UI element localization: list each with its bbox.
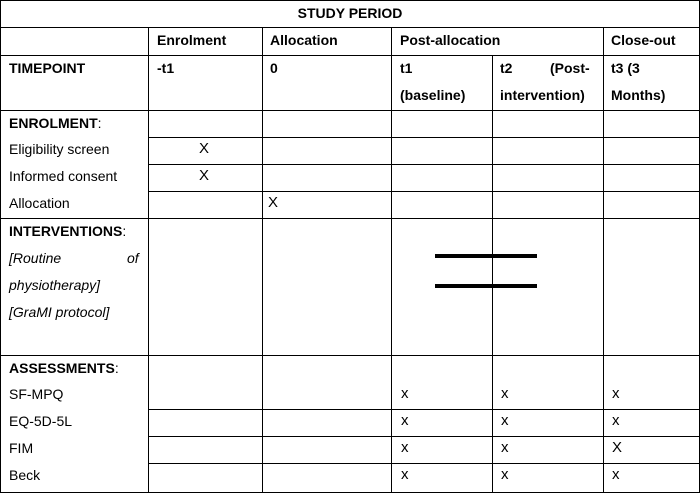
assessment-eq5d: EQ-5D-5L bbox=[9, 413, 73, 429]
timepoint-t2-desc: intervention) bbox=[500, 87, 585, 103]
header-allocation: Allocation bbox=[270, 32, 338, 48]
timepoint-t1-desc: (baseline) bbox=[400, 87, 466, 103]
assessment-sfmpq: SF-MPQ bbox=[9, 386, 64, 402]
mark-fim-t2: x bbox=[501, 439, 509, 456]
header-post-allocation: Post-allocation bbox=[400, 32, 501, 48]
intervention-bar-2 bbox=[435, 284, 537, 288]
row-label-eligibility: Eligibility screen bbox=[9, 141, 110, 157]
intervention-bar-1 bbox=[435, 254, 537, 258]
timepoint-t1: t1 bbox=[400, 60, 413, 76]
header-enrolment: Enrolment bbox=[157, 32, 227, 48]
mark-eq5d-t1: x bbox=[401, 412, 409, 429]
table-title: STUDY PERIOD bbox=[297, 5, 403, 21]
mark-fim-t1: x bbox=[401, 439, 409, 456]
row-label-allocation: Allocation bbox=[9, 195, 70, 211]
assessment-fim: FIM bbox=[9, 440, 34, 456]
timepoint-t3-desc: Months) bbox=[611, 87, 666, 103]
assessment-beck: Beck bbox=[9, 467, 41, 483]
timepoint-label: TIMEPOINT bbox=[9, 60, 86, 76]
mark-eq5d-t3: x bbox=[612, 412, 620, 429]
row-label-consent: Informed consent bbox=[9, 168, 118, 184]
assessments-heading: ASSESSMENTS: bbox=[9, 360, 119, 376]
mark-consent: X bbox=[199, 167, 210, 184]
mark-beck-t1: x bbox=[401, 466, 409, 483]
intervention-routine-of: of bbox=[127, 250, 139, 266]
mark-sfmpq-t1: x bbox=[401, 385, 409, 402]
mark-beck-t2: x bbox=[501, 466, 509, 483]
intervention-grami: [GraMI protocol] bbox=[9, 304, 110, 320]
mark-sfmpq-t2: x bbox=[501, 385, 509, 402]
mark-eligibility: X bbox=[199, 140, 210, 157]
timepoint-t3: t3 (3 bbox=[611, 60, 640, 76]
mark-fim-t3: X bbox=[612, 439, 623, 456]
mark-beck-t3: x bbox=[612, 466, 620, 483]
timepoint-allocation: 0 bbox=[270, 60, 278, 76]
enrolment-heading: ENROLMENT: bbox=[9, 115, 102, 131]
header-close-out: Close-out bbox=[611, 32, 676, 48]
mark-allocation: X bbox=[268, 194, 279, 211]
timepoint-enrolment: -t1 bbox=[157, 60, 175, 76]
intervention-routine: [Routine bbox=[9, 250, 62, 266]
mark-sfmpq-t3: x bbox=[612, 385, 620, 402]
timepoint-t2: t2 bbox=[500, 60, 513, 76]
interventions-heading: INTERVENTIONS: bbox=[9, 223, 127, 239]
intervention-physiotherapy: physiotherapy] bbox=[9, 277, 101, 293]
timepoint-t2-post: (Post- bbox=[550, 60, 590, 76]
mark-eq5d-t2: x bbox=[501, 412, 509, 429]
